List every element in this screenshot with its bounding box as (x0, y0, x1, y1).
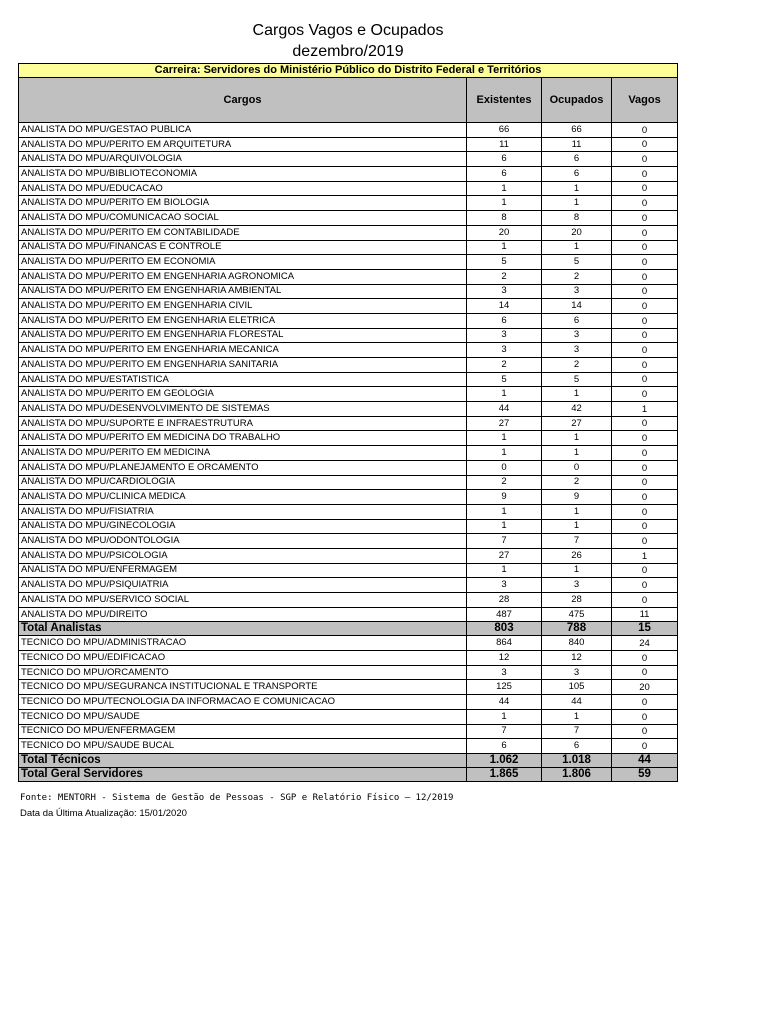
cell-cargo: TECNICO DO MPU/ORCAMENTO (19, 665, 467, 680)
cell-ocupados: 5 (542, 372, 612, 387)
cell-ocupados: 20 (542, 225, 612, 240)
cell-vagos: 15 (612, 622, 678, 636)
table-row (19, 123, 678, 138)
table-row (19, 593, 678, 608)
cell-vagos: 0 (612, 181, 678, 196)
cell-cargo: ANALISTA DO MPU/GINECOLOGIA (19, 519, 467, 534)
table-row (19, 709, 678, 724)
table-row (19, 313, 678, 328)
cell-vagos: 0 (612, 240, 678, 255)
cell-cargo: ANALISTA DO MPU/GESTAO PUBLICA (19, 123, 467, 138)
cell-cargo: Total Geral Servidores (19, 767, 467, 781)
cell-ocupados: 3 (542, 284, 612, 299)
cell-ocupados: 105 (542, 680, 612, 695)
table-row (19, 490, 678, 505)
cell-existentes: 1 (467, 519, 542, 534)
cell-existentes: 3 (467, 343, 542, 358)
table-row (19, 284, 678, 299)
cell-vagos: 0 (612, 504, 678, 519)
cell-vagos: 20 (612, 680, 678, 695)
cell-ocupados: 14 (542, 299, 612, 314)
cell-existentes: 7 (467, 724, 542, 739)
carreira-row (19, 64, 678, 78)
table-row (19, 739, 678, 754)
cell-cargo: ANALISTA DO MPU/FINANCAS E CONTROLE (19, 240, 467, 255)
cell-vagos: 0 (612, 519, 678, 534)
cell-vagos: 44 (612, 753, 678, 767)
cell-cargo: ANALISTA DO MPU/PERITO EM CONTABILIDADE (19, 225, 467, 240)
cell-cargo: ANALISTA DO MPU/DESENVOLVIMENTO DE SISTEMAS (19, 402, 467, 417)
cell-existentes: 6 (467, 152, 542, 167)
table-row (19, 431, 678, 446)
cell-vagos: 1 (612, 402, 678, 417)
column-header-cargos: Cargos (19, 78, 467, 123)
column-header-vagos: Vagos (612, 78, 678, 123)
cell-cargo: ANALISTA DO MPU/SERVICO SOCIAL (19, 593, 467, 608)
table-row (19, 152, 678, 167)
cell-ocupados: 475 (542, 607, 612, 622)
cell-ocupados: 1.018 (542, 753, 612, 767)
cell-cargo: ANALISTA DO MPU/BIBLIOTECONOMIA (19, 167, 467, 182)
cell-ocupados: 0 (542, 460, 612, 475)
cell-ocupados: 1 (542, 387, 612, 402)
cell-existentes: 125 (467, 680, 542, 695)
cell-vagos: 0 (612, 167, 678, 182)
cell-vagos: 0 (612, 284, 678, 299)
cell-cargo: ANALISTA DO MPU/PERITO EM ENGENHARIA MECANICA (19, 343, 467, 358)
cell-existentes: 2 (467, 358, 542, 373)
table-row (19, 475, 678, 490)
table-row (19, 416, 678, 431)
cell-existentes: 12 (467, 651, 542, 666)
cell-existentes: 1 (467, 196, 542, 211)
cell-existentes: 3 (467, 284, 542, 299)
cell-existentes: 3 (467, 665, 542, 680)
page-title: Cargos Vagos e Ocupados (252, 22, 444, 39)
table-row (19, 665, 678, 680)
cell-vagos: 0 (612, 343, 678, 358)
cell-ocupados: 2 (542, 358, 612, 373)
cell-ocupados: 66 (542, 123, 612, 138)
cell-existentes: 44 (467, 695, 542, 710)
cell-cargo: TECNICO DO MPU/SAUDE BUCAL (19, 739, 467, 754)
cell-ocupados: 3 (542, 665, 612, 680)
cell-vagos: 0 (612, 475, 678, 490)
cell-existentes: 44 (467, 402, 542, 417)
cell-vagos: 0 (612, 387, 678, 402)
last-update-note: Data da Última Atualização: 15/01/2020 (20, 808, 187, 819)
cell-vagos: 0 (612, 534, 678, 549)
cell-ocupados: 42 (542, 402, 612, 417)
cell-vagos: 0 (612, 593, 678, 608)
cell-vagos: 0 (612, 651, 678, 666)
table-row (19, 402, 678, 417)
table-row (19, 358, 678, 373)
cell-existentes: 1.865 (467, 767, 542, 781)
cell-existentes: 27 (467, 416, 542, 431)
cell-ocupados: 6 (542, 313, 612, 328)
cell-cargo: ANALISTA DO MPU/PERITO EM ENGENHARIA ELETRICA (19, 313, 467, 328)
cell-existentes: 66 (467, 123, 542, 138)
table-row (19, 651, 678, 666)
cell-vagos: 0 (612, 578, 678, 593)
cell-cargo: TECNICO DO MPU/TECNOLOGIA DA INFORMACAO E COMUNICACAO (19, 695, 467, 710)
cell-ocupados: 28 (542, 593, 612, 608)
cell-existentes: 1.062 (467, 753, 542, 767)
cell-ocupados: 11 (542, 137, 612, 152)
cell-vagos: 0 (612, 431, 678, 446)
total-geral-row (19, 767, 678, 781)
cell-ocupados: 1 (542, 563, 612, 578)
cell-ocupados: 6 (542, 739, 612, 754)
cell-existentes: 5 (467, 255, 542, 270)
column-header-existentes: Existentes (467, 78, 542, 123)
cell-existentes: 6 (467, 739, 542, 754)
table-row (19, 636, 678, 651)
cell-cargo: ANALISTA DO MPU/PERITO EM ARQUITETURA (19, 137, 467, 152)
cell-vagos: 0 (612, 460, 678, 475)
cell-existentes: 8 (467, 211, 542, 226)
cell-vagos: 0 (612, 446, 678, 461)
cell-ocupados: 1.806 (542, 767, 612, 781)
cell-ocupados: 6 (542, 167, 612, 182)
cell-vagos: 0 (612, 196, 678, 211)
cell-existentes: 1 (467, 181, 542, 196)
cell-cargo: ANALISTA DO MPU/EDUCACAO (19, 181, 467, 196)
cell-cargo: ANALISTA DO MPU/CLINICA MEDICA (19, 490, 467, 505)
cell-ocupados: 1 (542, 431, 612, 446)
cell-cargo: ANALISTA DO MPU/PERITO EM ENGENHARIA FLORESTAL (19, 328, 467, 343)
cell-ocupados: 9 (542, 490, 612, 505)
cell-vagos: 0 (612, 211, 678, 226)
header-row (19, 78, 678, 123)
cell-ocupados: 1 (542, 181, 612, 196)
cell-ocupados: 1 (542, 196, 612, 211)
cell-vagos: 0 (612, 152, 678, 167)
cell-cargo: ANALISTA DO MPU/PERITO EM ENGENHARIA AMBIENTAL (19, 284, 467, 299)
cell-existentes: 1 (467, 709, 542, 724)
table-row (19, 299, 678, 314)
table-row (19, 269, 678, 284)
cell-ocupados: 8 (542, 211, 612, 226)
cell-cargo: ANALISTA DO MPU/ARQUIVOLOGIA (19, 152, 467, 167)
cell-cargo: ANALISTA DO MPU/COMUNICACAO SOCIAL (19, 211, 467, 226)
cell-existentes: 14 (467, 299, 542, 314)
total-analistas-row (19, 622, 678, 636)
cell-existentes: 1 (467, 431, 542, 446)
cell-ocupados: 788 (542, 622, 612, 636)
table-row (19, 504, 678, 519)
cell-vagos: 0 (612, 123, 678, 138)
table-row (19, 548, 678, 563)
cell-existentes: 864 (467, 636, 542, 651)
cell-cargo: ANALISTA DO MPU/ESTATISTICA (19, 372, 467, 387)
cell-cargo: ANALISTA DO MPU/PERITO EM ENGENHARIA CIVIL (19, 299, 467, 314)
table-row (19, 211, 678, 226)
cell-vagos: 0 (612, 255, 678, 270)
cell-cargo: ANALISTA DO MPU/ENFERMAGEM (19, 563, 467, 578)
cell-vagos: 0 (612, 313, 678, 328)
cell-ocupados: 26 (542, 548, 612, 563)
cell-cargo: TECNICO DO MPU/SAUDE (19, 709, 467, 724)
cell-existentes: 6 (467, 167, 542, 182)
cell-ocupados: 840 (542, 636, 612, 651)
cell-existentes: 28 (467, 593, 542, 608)
cell-cargo: TECNICO DO MPU/SEGURANCA INSTITUCIONAL E TRANSPORTE (19, 680, 467, 695)
table-row (19, 695, 678, 710)
cell-existentes: 1 (467, 387, 542, 402)
cell-vagos: 0 (612, 695, 678, 710)
cell-cargo: ANALISTA DO MPU/PERITO EM MEDICINA (19, 446, 467, 461)
cell-ocupados: 2 (542, 475, 612, 490)
cell-existentes: 487 (467, 607, 542, 622)
table-row (19, 255, 678, 270)
table-row (19, 534, 678, 549)
cell-vagos: 11 (612, 607, 678, 622)
cell-existentes: 7 (467, 534, 542, 549)
table-row (19, 181, 678, 196)
cell-existentes: 1 (467, 446, 542, 461)
table-row (19, 578, 678, 593)
cell-cargo: ANALISTA DO MPU/PERITO EM BIOLOGIA (19, 196, 467, 211)
cell-ocupados: 7 (542, 534, 612, 549)
cell-cargo: ANALISTA DO MPU/PSICOLOGIA (19, 548, 467, 563)
cell-cargo: ANALISTA DO MPU/CARDIOLOGIA (19, 475, 467, 490)
table-row (19, 460, 678, 475)
table-row (19, 240, 678, 255)
cell-existentes: 1 (467, 240, 542, 255)
cell-vagos: 0 (612, 709, 678, 724)
cell-ocupados: 12 (542, 651, 612, 666)
cell-ocupados: 1 (542, 709, 612, 724)
column-header-ocupados: Ocupados (542, 78, 612, 123)
cell-ocupados: 27 (542, 416, 612, 431)
cell-cargo: TECNICO DO MPU/EDIFICACAO (19, 651, 467, 666)
cell-ocupados: 7 (542, 724, 612, 739)
cell-existentes: 803 (467, 622, 542, 636)
cell-cargo: ANALISTA DO MPU/PSIQUIATRIA (19, 578, 467, 593)
cell-existentes: 1 (467, 563, 542, 578)
table-row (19, 372, 678, 387)
cell-vagos: 0 (612, 225, 678, 240)
cell-vagos: 0 (612, 299, 678, 314)
cell-ocupados: 3 (542, 343, 612, 358)
cell-ocupados: 44 (542, 695, 612, 710)
cell-ocupados: 5 (542, 255, 612, 270)
cell-existentes: 1 (467, 504, 542, 519)
cell-vagos: 0 (612, 269, 678, 284)
table-row (19, 724, 678, 739)
cell-existentes: 0 (467, 460, 542, 475)
cell-vagos: 0 (612, 563, 678, 578)
total-tecnicos-row (19, 753, 678, 767)
cell-cargo: ANALISTA DO MPU/PERITO EM GEOLOGIA (19, 387, 467, 402)
table-row (19, 519, 678, 534)
cell-existentes: 11 (467, 137, 542, 152)
cell-vagos: 0 (612, 416, 678, 431)
cell-vagos: 24 (612, 636, 678, 651)
cell-ocupados: 3 (542, 328, 612, 343)
cell-vagos: 0 (612, 358, 678, 373)
table-row (19, 167, 678, 182)
cargos-table (18, 63, 678, 782)
table-row (19, 387, 678, 402)
cell-vagos: 0 (612, 739, 678, 754)
cell-existentes: 3 (467, 578, 542, 593)
cell-cargo: ANALISTA DO MPU/PERITO EM ECONOMIA (19, 255, 467, 270)
page-subtitle: dezembro/2019 (292, 43, 404, 60)
cell-cargo: ANALISTA DO MPU/FISIATRIA (19, 504, 467, 519)
cell-cargo: ANALISTA DO MPU/PERITO EM ENGENHARIA SANITARIA (19, 358, 467, 373)
cell-vagos: 0 (612, 137, 678, 152)
table-row (19, 196, 678, 211)
cell-cargo: ANALISTA DO MPU/SUPORTE E INFRAESTRUTURA (19, 416, 467, 431)
cell-existentes: 27 (467, 548, 542, 563)
cell-existentes: 3 (467, 328, 542, 343)
table-row (19, 328, 678, 343)
cell-cargo: TECNICO DO MPU/ENFERMAGEM (19, 724, 467, 739)
cell-vagos: 0 (612, 372, 678, 387)
cell-vagos: 1 (612, 548, 678, 563)
cell-vagos: 0 (612, 665, 678, 680)
cell-cargo: ANALISTA DO MPU/PERITO EM MEDICINA DO TRABALHO (19, 431, 467, 446)
table-row (19, 446, 678, 461)
cell-ocupados: 1 (542, 504, 612, 519)
table-row (19, 225, 678, 240)
cell-existentes: 2 (467, 475, 542, 490)
cell-cargo: TECNICO DO MPU/ADMINISTRACAO (19, 636, 467, 651)
cell-ocupados: 3 (542, 578, 612, 593)
cell-cargo: Total Analistas (19, 622, 467, 636)
cell-vagos: 0 (612, 328, 678, 343)
cell-cargo: ANALISTA DO MPU/DIREITO (19, 607, 467, 622)
carreira-label: Carreira: Servidores do Ministério Público do Distrito Federal e Territórios (19, 64, 678, 78)
cell-existentes: 20 (467, 225, 542, 240)
table-row (19, 680, 678, 695)
cell-ocupados: 1 (542, 519, 612, 534)
cell-ocupados: 1 (542, 446, 612, 461)
cell-vagos: 0 (612, 490, 678, 505)
cell-cargo: ANALISTA DO MPU/PERITO EM ENGENHARIA AGRONOMICA (19, 269, 467, 284)
table-row (19, 137, 678, 152)
cell-vagos: 59 (612, 767, 678, 781)
cell-ocupados: 6 (542, 152, 612, 167)
cell-cargo: ANALISTA DO MPU/PLANEJAMENTO E ORCAMENTO (19, 460, 467, 475)
cell-existentes: 2 (467, 269, 542, 284)
cell-existentes: 5 (467, 372, 542, 387)
cell-existentes: 9 (467, 490, 542, 505)
cell-cargo: Total Técnicos (19, 753, 467, 767)
cell-vagos: 0 (612, 724, 678, 739)
table-row (19, 607, 678, 622)
cell-ocupados: 2 (542, 269, 612, 284)
cell-existentes: 6 (467, 313, 542, 328)
table-row (19, 343, 678, 358)
cell-ocupados: 1 (542, 240, 612, 255)
table-row (19, 563, 678, 578)
cell-cargo: ANALISTA DO MPU/ODONTOLOGIA (19, 534, 467, 549)
fonte-note: Fonte: MENTORH - Sistema de Gestão de Pessoas - SGP e Relatório Físico – 12/2019 (20, 793, 454, 803)
